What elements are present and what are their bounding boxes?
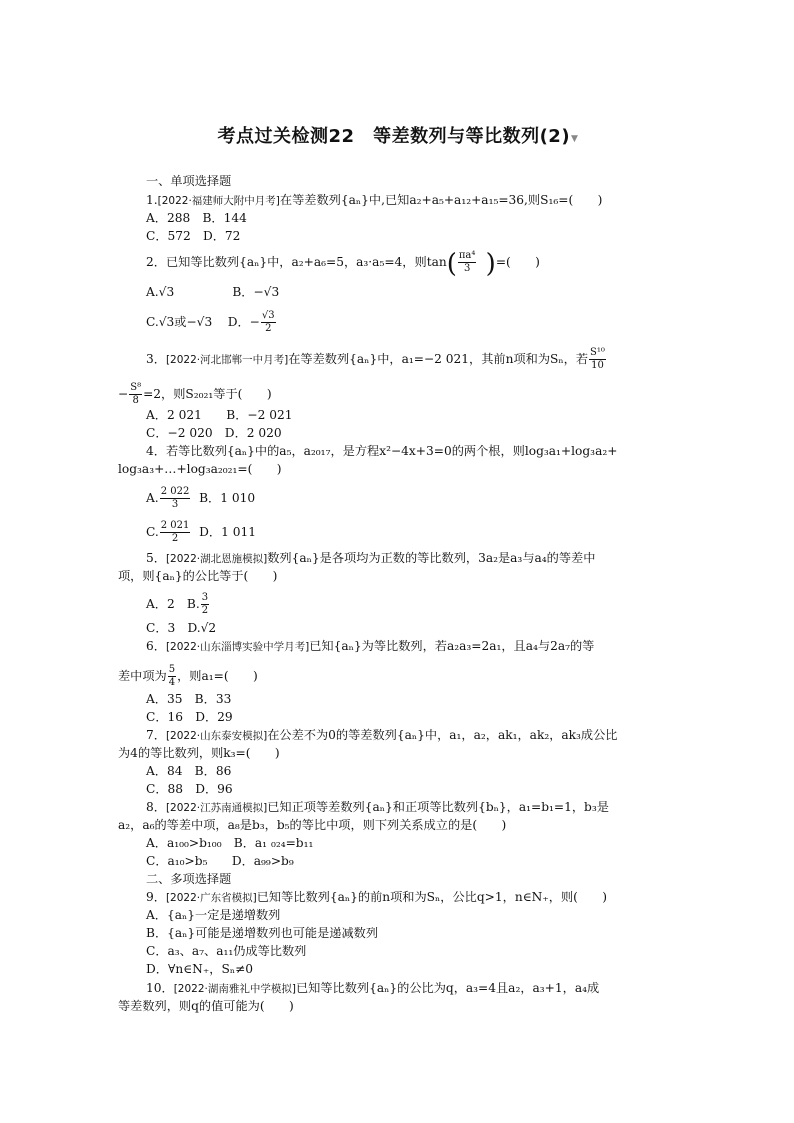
q5-options-ab: A．2 B. $\frac{3}{2}$ (146, 592, 209, 616)
q7-options-cd: C．88 D．96 (146, 782, 233, 796)
section-heading-multiple: 二、多项选择题 (146, 872, 232, 886)
q2-options-ab: A.√3 B．−√3 (146, 285, 280, 299)
q2-options-cd: C.√3或−√3 D．− $\frac{√3}{2}$ (146, 310, 275, 334)
q4-options-ab: A. $\frac{2 022}{3}$ B．1 010 (146, 486, 256, 510)
dropdown-triangle-icon[interactable]: ▼ (571, 134, 579, 144)
q5-options-cd: C．3 D.√2 (146, 621, 217, 635)
q3-options-cd: C．−2 020 D．2 020 (146, 426, 282, 440)
q7-options-ab: A．84 B．86 (146, 764, 232, 778)
question-8-line2: a₂，a₆的等差中项，a₈是b₃，b₅的等比中项，则下列关系成立的是( ) (118, 818, 507, 832)
question-3-continued: − $\frac{\text{S⁸}}{8}$ =2，则S₂₀₂₁等于( ) (118, 382, 272, 406)
question-1: 1.[2022·福建师大附中月考]在等差数列{aₙ}中,已知a₂+a₅+a₁₂+a₁₅=36,则S₁₆=( ) (146, 193, 603, 207)
q6-options-ab: A．35 B．33 (146, 692, 232, 706)
q6-options-cd: C．16 D．29 (146, 710, 233, 724)
q9-option-c: C．a₃、a₇、a₁₁仍成等比数列 (146, 944, 307, 958)
question-4-line2: log₃a₃+…+log₃a₂₀₂₁=( ) (118, 462, 282, 476)
page-title: 考点过关检测22 等差数列与等比数列(2)▼ (217, 126, 579, 147)
q9-option-a: A．{aₙ}一定是递增数列 (146, 908, 281, 922)
question-5-line1: 5．[2022·湖北恩施模拟]数列{aₙ}是各项均为正数的等比数列，3a₂是a₃与a₄的等差中 (146, 551, 596, 565)
question-8-line1: 8．[2022·江苏南通模拟]已知正项等差数列{aₙ}和正项等比数列{bₙ}，a₁=b₁=1，b₃是 (146, 800, 609, 814)
q8-options-ab: A．a₁₀₀>b₁₀₀ B．a₁ ₀₂₄=b₁₁ (146, 836, 314, 850)
question-9: 9．[2022·广东省模拟]已知等比数列{aₙ}的前n项和为Sₙ，公比q>1，n∈N₊，则( ) (146, 890, 608, 904)
question-7-line2: 为4的等比数列，则k₃=( ) (118, 746, 280, 760)
q8-options-cd: C．a₁₀>b₅ D．a₉₉>b₉ (146, 854, 294, 868)
question-3: 3．[2022·河北邯郸一中月考]在等差数列{aₙ}中，a₁=−2 021，其前n项和为Sₙ，若 $\frac{\text{S¹⁰}}{10}$ (146, 347, 605, 371)
q1-options-cd: C．572 D．72 (146, 229, 241, 243)
question-10-line2: 等差数列，则q的值可能为( ) (118, 999, 294, 1013)
question-7-line1: 7．[2022·山东泰安模拟]在公差不为0的等差数列{aₙ}中，a₁，a₂，ak₁，ak₂，ak₃成公比 (146, 728, 618, 742)
q4-options-cd: C. $\frac{2 021}{2}$ D．1 011 (146, 520, 257, 544)
q1-options-ab: A．288 B．144 (146, 211, 247, 225)
q9-option-d: D．∀n∈N₊，Sₙ≠0 (146, 962, 254, 976)
q3-options-ab: A．2 021 B．−2 021 (146, 408, 293, 422)
section-heading-single: 一、单项选择题 (146, 174, 232, 188)
q9-option-b: B．{aₙ}可能是递增数列也可能是递减数列 (146, 926, 379, 940)
question-5-line2: 项，则{aₙ}的公比等于( ) (118, 569, 278, 583)
question-4-line1: 4．若等比数列{aₙ}中的a₅，a₂₀₁₇，是方程x²−4x+3=0的两个根，则log₃a₁+log₃a₂+ (146, 444, 618, 458)
question-6-line1: 6．[2022·山东淄博实验中学月考]已知{aₙ}为等比数列，若a₂a₃=2a₁，且a₄与2a₇的等 (146, 639, 595, 653)
question-2: 2．已知等比数列{aₙ}中，a₂+a₆=5，a₃·a₅=4，则tan( $\frac{\text{πa⁴}}{3}$ )=( ) (146, 249, 540, 279)
question-10-line1: 10．[2022·湖南雅礼中学模拟]已知等比数列{aₙ}的公比为q，a₃=4且a₂，a₃+1，a₄成 (146, 981, 600, 995)
question-6-line2: 差中项为 $\frac{5}{4}$ ，则a₁=( ) (118, 664, 258, 688)
